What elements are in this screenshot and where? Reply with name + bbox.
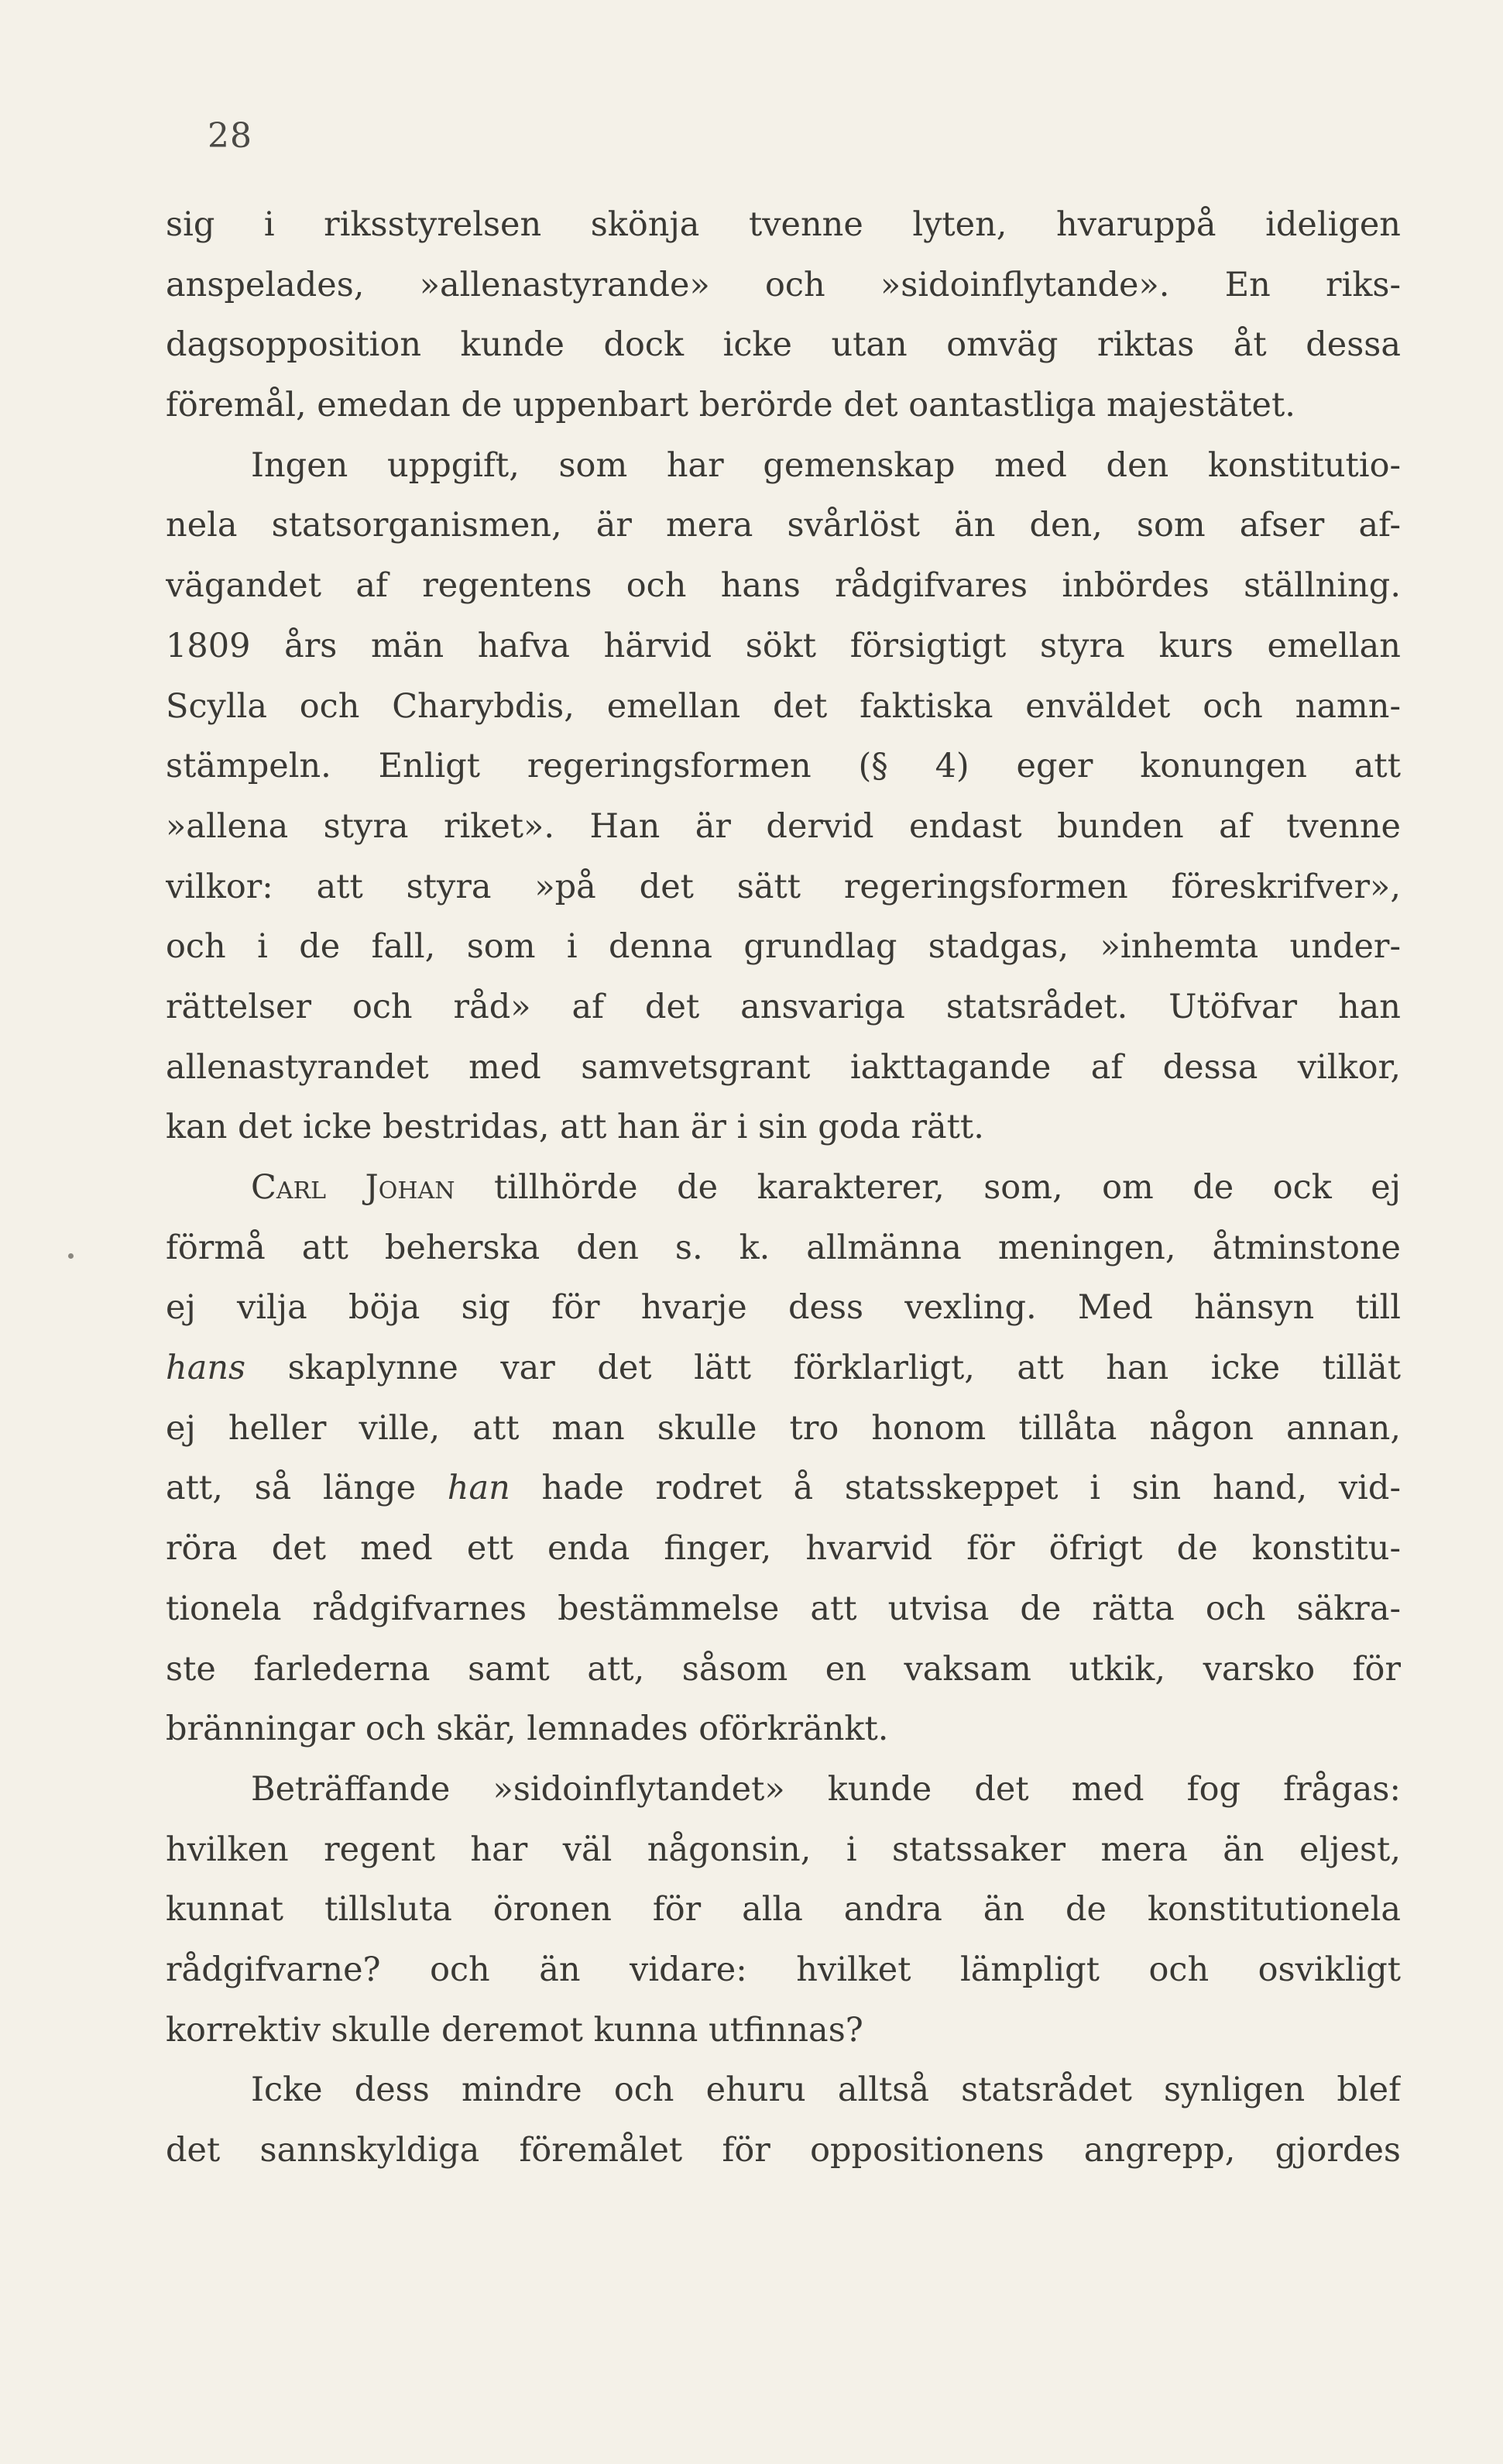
- text-line: bränningar och skär, lemnades oförkränkt.: [166, 1710, 889, 1749]
- text-fragment: hade rodret å statsskeppet i sin hand, vid-: [541, 1469, 1401, 1508]
- text-line: förmå att beherska den s. k. allmänna meningen, åtminstone: [166, 1228, 1401, 1267]
- text-line: hvilken regent har väl någonsin, i statssaker mera än eljest,: [166, 1830, 1401, 1869]
- text-line: det sannskyldiga föremålet för oppositionens angrepp, gjordes: [166, 2131, 1401, 2170]
- emphasis-word: han: [447, 1469, 510, 1508]
- page-number: 28: [208, 116, 252, 156]
- text-line: kunnat tillsluta öronen för alla andra än de konstitutionela: [166, 1890, 1401, 1930]
- margin-dot: [68, 1253, 74, 1259]
- text-line: rådgifvarne? och än vidare: hvilket lämpligt och osvikligt: [166, 1950, 1401, 1989]
- text-line: 1809 års män hafva härvid sökt försigtigt styra kurs emellan: [166, 626, 1401, 665]
- text-line: Icke dess mindre och ehuru alltså statsrådet synligen blef: [251, 2071, 1401, 2110]
- person-name: Carl Johan: [251, 1168, 455, 1207]
- body-text: [166, 195, 1401, 2181]
- text-line: [166, 1158, 1401, 1218]
- text-fragment: skaplynne var det lätt förklarligt, att han icke tillät: [287, 1349, 1401, 1388]
- text-line: föremål, emedan de uppenbart berörde det oantastliga majestätet.: [166, 386, 1295, 425]
- text-line: stämpeln. Enligt regeringsformen (§ 4) eger konungen att: [166, 747, 1401, 786]
- text-line: Beträffande »sidoinflytandet» kunde det med fog frågas:: [251, 1769, 1401, 1809]
- text-line: anspelades, »allenastyrande» och »sidoinflytande». En riks-: [166, 265, 1401, 304]
- text-line: dagsopposition kunde dock icke utan omväg riktas åt dessa: [166, 325, 1401, 365]
- text-line: nela statsorganismen, är mera svårlöst än den, som afser af-: [166, 506, 1401, 545]
- text-line: röra det med ett enda finger, hvarvid för öfrigt de konstitu-: [166, 1529, 1401, 1569]
- text-line: Ingen uppgift, som har gemenskap med den konstitutio-: [251, 445, 1401, 485]
- text-line: ej vilja böja sig för hvarje dess vexling. Med hänsyn till: [166, 1288, 1401, 1328]
- text-fragment: att, så länge: [166, 1469, 417, 1508]
- text-line: Scylla och Charybdis, emellan det faktiska enväldet och namn-: [166, 686, 1401, 726]
- text-line: [166, 1339, 1401, 1399]
- text-fragment: tillhörde de karakterer, som, om de ock ej: [493, 1168, 1401, 1207]
- text-line: vilkor: att styra »på det sätt regeringsformen föreskrifver»,: [166, 867, 1401, 906]
- emphasis-word: hans: [166, 1349, 246, 1388]
- text-line: vägandet af regentens och hans rådgifvares inbördes ställning.: [166, 566, 1401, 606]
- text-line: ej heller ville, att man skulle tro honom tillåta någon annan,: [166, 1408, 1401, 1448]
- text-line: och i de fall, som i denna grundlag stadgas, »inhemta under-: [166, 927, 1401, 967]
- text-line: rättelser och råd» af det ansvariga statsrådet. Utöfvar han: [166, 987, 1401, 1026]
- text-line: »allena styra riket». Han är dervid endast bunden af tvenne: [166, 806, 1401, 846]
- text-line: ste farlederna samt att, såsom en vaksam utkik, varsko för: [166, 1649, 1401, 1689]
- text-line: allenastyrandet med samvetsgrant iakttagande af dessa vilkor,: [166, 1047, 1401, 1087]
- text-line: [166, 1459, 1401, 1519]
- text-line: sig i riksstyrelsen skönja tvenne lyten, hvaruppå ideligen: [166, 205, 1401, 244]
- text-line: kan det icke bestridas, att han är i sin goda rätt.: [166, 1108, 984, 1147]
- text-line: korrektiv skulle deremot kunna utfinnas?: [166, 2010, 863, 2050]
- text-line: tionela rådgifvarnes bestämmelse att utvisa de rätta och säkra-: [166, 1589, 1401, 1628]
